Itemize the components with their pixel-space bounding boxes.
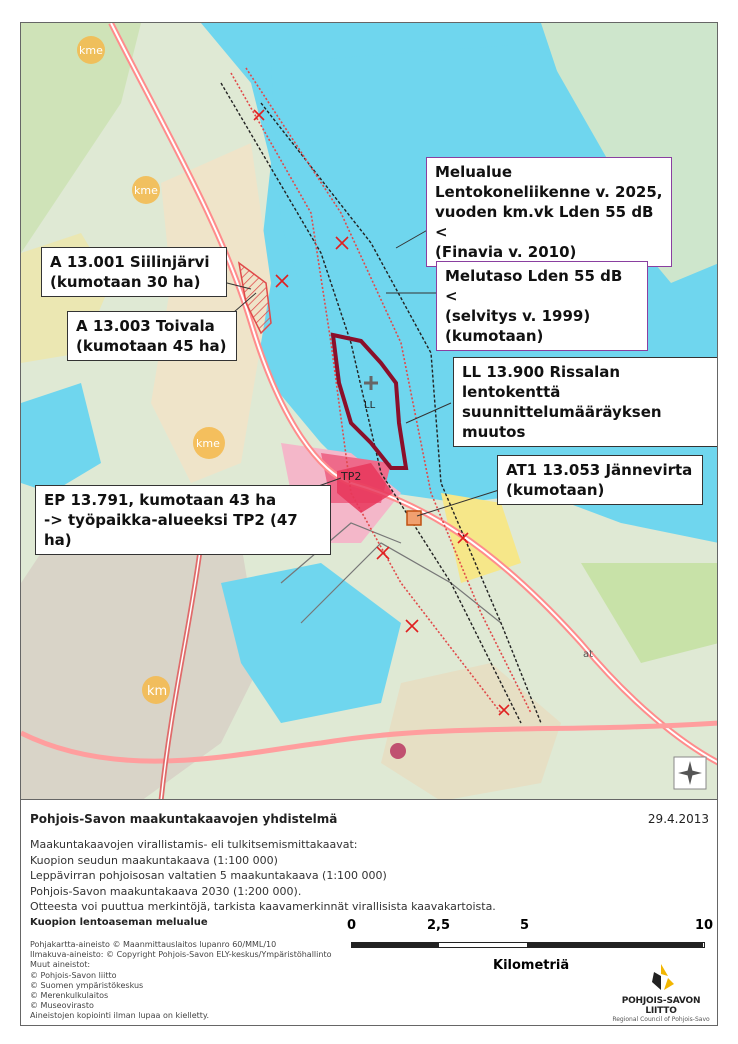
label-kme-2: kme — [134, 184, 158, 197]
credit-line: Pohjakartta-aineisto © Maanmittauslaitos lupanro 60/MML/10 — [30, 940, 277, 949]
scale-tick-5: 5 — [520, 918, 530, 933]
logo-name: POHJOIS-SAVON LIITTO — [621, 996, 701, 1016]
desc-line: Pohjois-Savon maakuntakaava 2030 (1:200 000). — [30, 884, 302, 898]
label-km: km — [147, 684, 168, 699]
callout-toivala: A 13.003 Toivala (kumotaan 45 ha) — [67, 311, 237, 361]
credit-line: © Suomen ympäristökeskus — [30, 980, 144, 990]
callout-ep: EP 13.791, kumotaan 43 ha -> työpaikka-alueeksi TP2 (47 ha) — [35, 485, 331, 555]
scale-tick-10: 10 — [695, 918, 714, 933]
kuopio-centre — [390, 743, 406, 759]
desc-line: Leppävirran pohjoisosan valtatien 5 maakuntakaava (1:100 000) — [30, 869, 387, 882]
credit-line: Ilmakuva-aineisto: © Copyright Pohjois-Savon ELY-keskus/Ympäristöhallinto — [30, 950, 332, 960]
callout-melualue: Melualue Lentokoneliikenne v. 2025, vuoden km.vk Lden 55 dB < (Finavia v. 2010) — [426, 157, 672, 267]
legend-credits — [30, 940, 331, 1022]
credit-line: © Pohjois-Savon liitto — [30, 970, 117, 980]
desc-line: Maakuntakaavojen virallistamis- eli tulkitsemismittakaavat: — [30, 838, 358, 851]
desc-line: Otteesta voi puuttua merkintöjä, tarkista kaavamerkinnät virallisista kaavakartoista. — [30, 900, 496, 913]
legend-description — [30, 837, 496, 915]
scale-seg-1 — [351, 942, 439, 948]
logo-sub: Regional Council of Pohjois-Savo — [612, 1016, 710, 1023]
scale-seg-3 — [527, 942, 703, 948]
scale-unit: Kilometriä — [493, 958, 570, 973]
scale-tick-2-5: 2,5 — [427, 918, 451, 933]
credit-line: Muut aineistot: — [30, 960, 91, 970]
label-ll: LL — [364, 400, 376, 411]
label-at: at — [583, 649, 594, 660]
desc-line: Kuopion seudun maakuntakaava (1:100 000) — [30, 853, 278, 867]
logo-mark-icon — [644, 962, 678, 992]
map-view[interactable] — [20, 22, 718, 800]
label-tp2: TP2 — [341, 470, 362, 483]
callout-siilinjarvi: A 13.001 Siilinjärvi (kumotaan 30 ha) — [41, 247, 227, 297]
scale-tick-0: 0 — [347, 918, 357, 933]
legend-panel — [20, 800, 718, 1026]
label-kme-3: kme — [196, 437, 220, 450]
legend-title: Pohjois-Savon maakuntakaavojen yhdistelmä — [30, 812, 338, 826]
callout-melutaso: Melutaso Lden 55 dB < (selvitys v. 1999) (kumotaan) — [436, 261, 648, 351]
callout-rissala: LL 13.900 Rissalan lentokenttä suunnittelumääräyksen muutos — [453, 357, 718, 447]
airplane-icon — [364, 376, 378, 390]
callout-jannevirta: AT1 13.053 Jännevirta (kumotaan) — [497, 455, 703, 505]
legend-date: 29.4.2013 — [647, 812, 709, 826]
credit-line: © Museovirasto — [30, 1001, 94, 1011]
credit-line: © Merenkulkulaitos — [30, 991, 109, 1001]
label-kme-1: kme — [79, 44, 103, 57]
jannevirta-marker — [407, 511, 421, 525]
legend-subtitle: Kuopion lentoaseman melualue — [30, 917, 208, 928]
credit-line: Aineistojen kopiointi ilman lupaa on kielletty. — [30, 1011, 210, 1021]
compass-icon — [674, 757, 706, 789]
logo — [609, 962, 713, 1023]
